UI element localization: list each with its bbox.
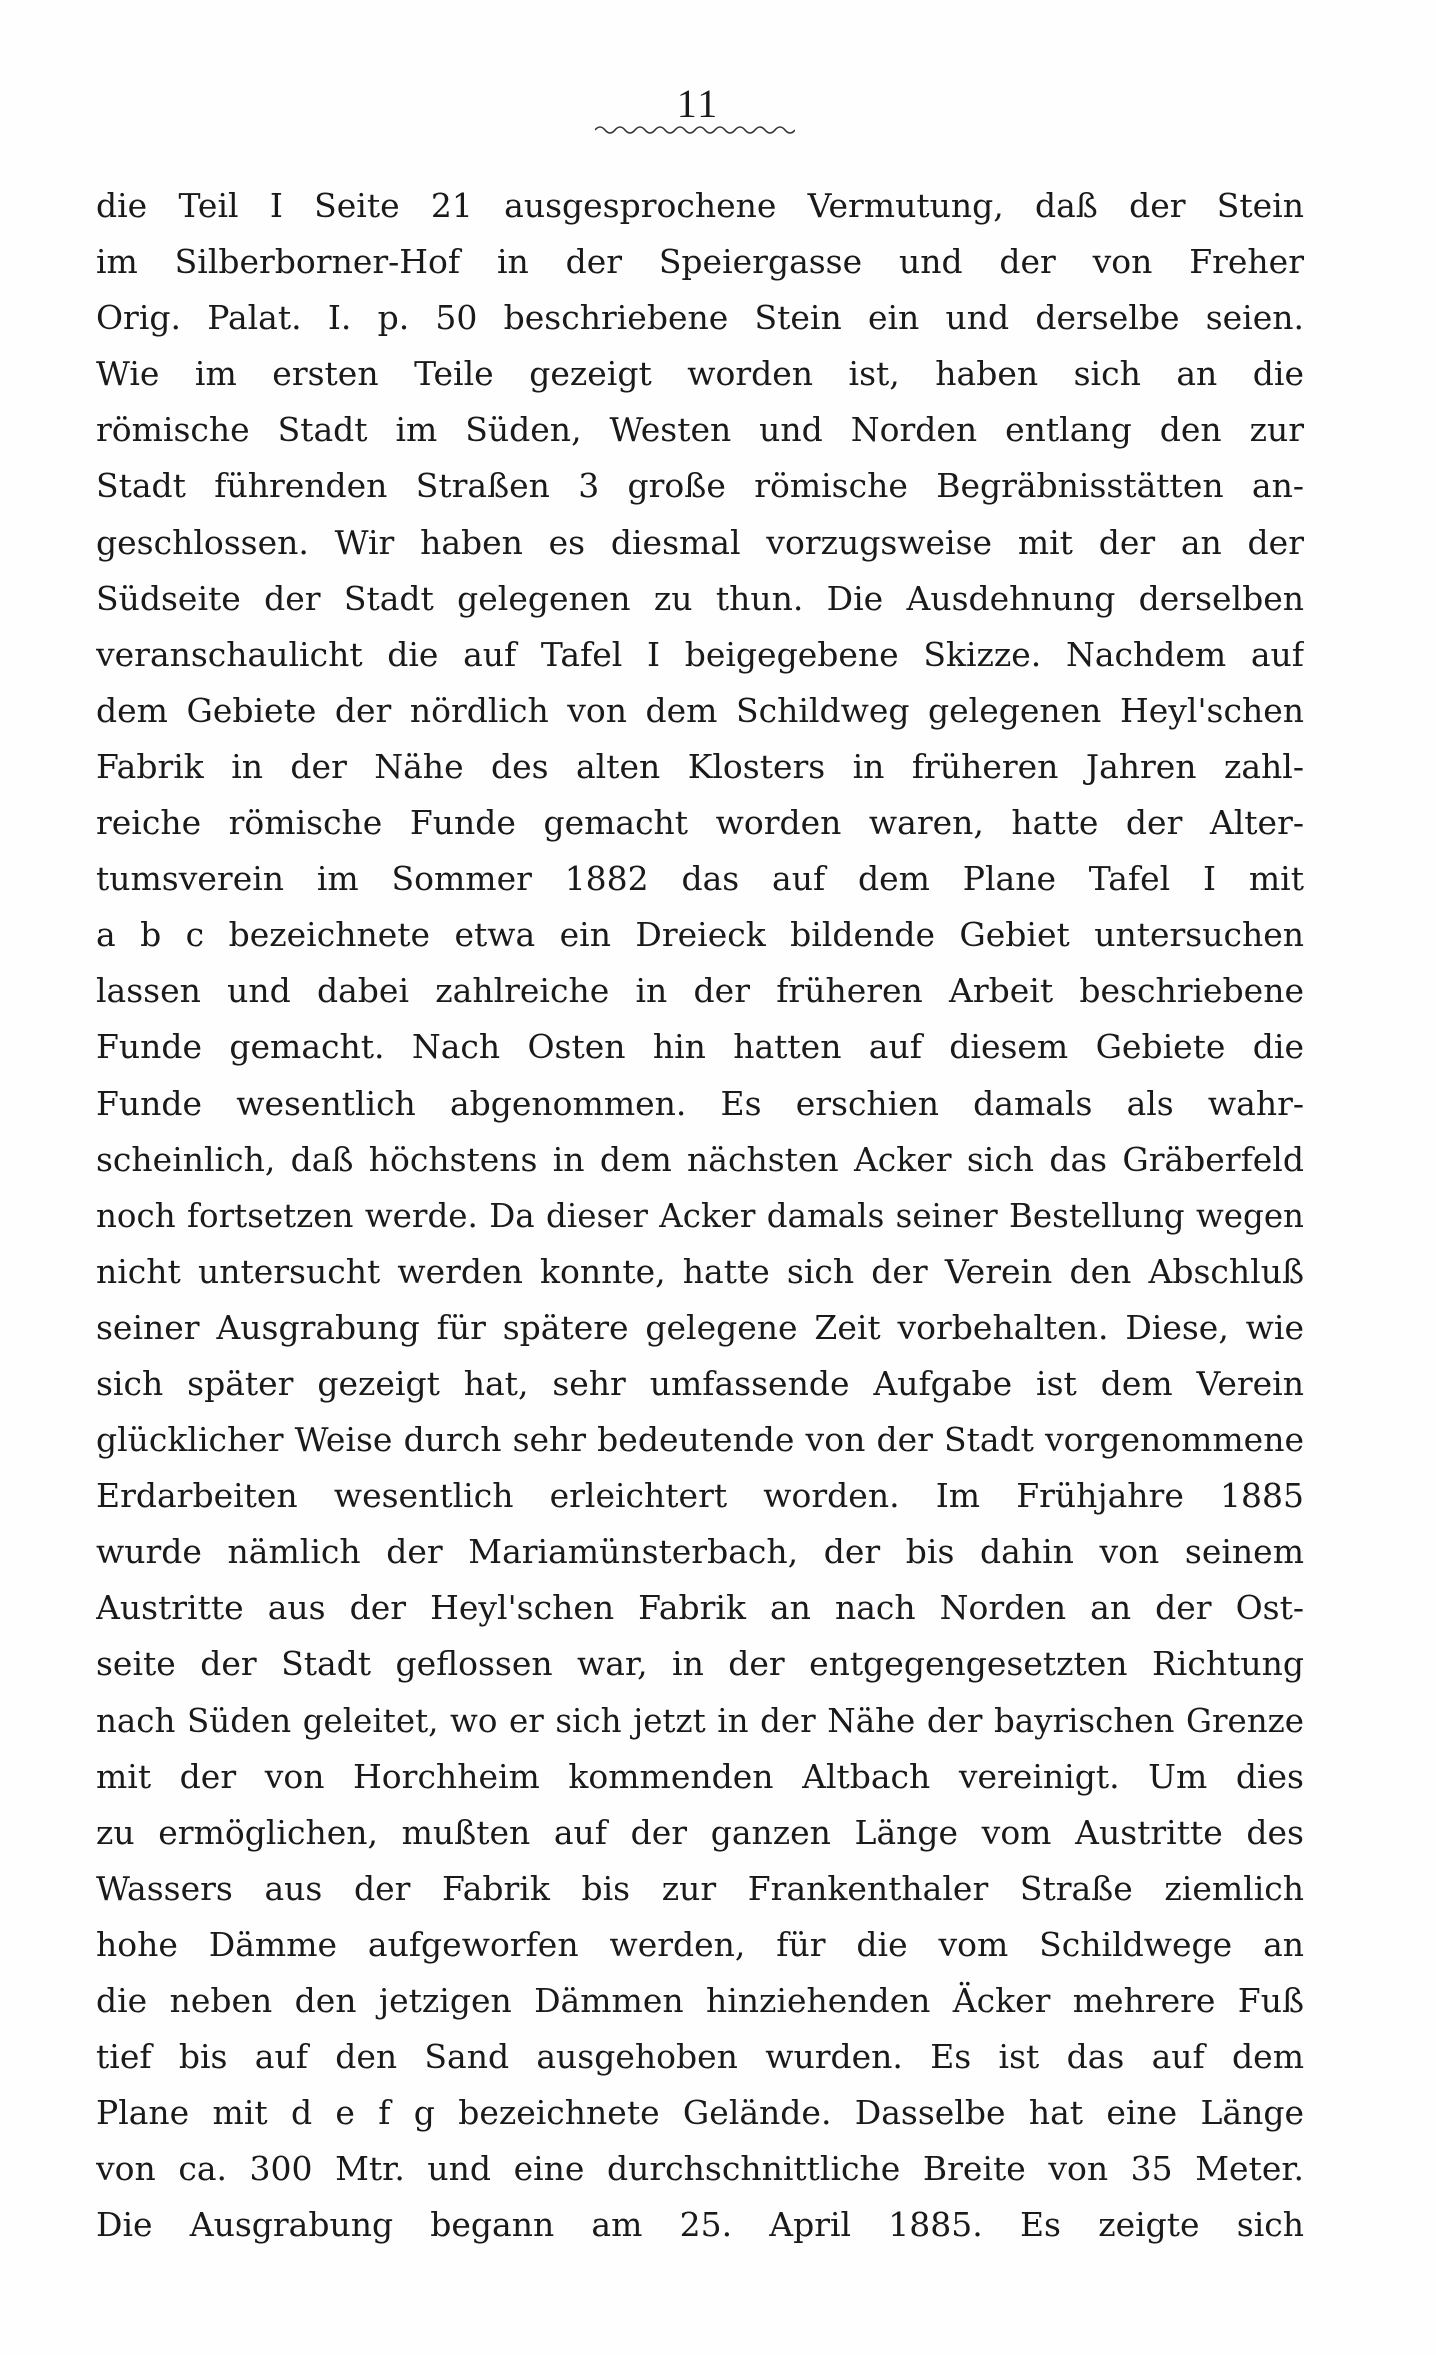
text-line: im Silberborner-Hof in der Speiergasse und der von Freher <box>96 242 1304 282</box>
text-line: Orig. Palat. I. p. 50 beschriebene Stein ein und derselbe seien. <box>96 298 1304 338</box>
text-line: römische Stadt im Süden, Westen und Norden entlang den zur <box>96 410 1304 450</box>
text-line: mit der von Horchheim kommenden Altbach vereinigt. Um dies <box>96 1756 1304 1796</box>
text-line: tief bis auf den Sand ausgehoben wurden. Es ist das auf dem <box>96 2037 1304 2077</box>
body-text <box>96 178 1304 2253</box>
text-line: geschlossen. Wir haben es diesmal vorzugsweise mit der an der <box>96 522 1304 562</box>
text-line: Stadt führenden Straßen 3 große römische Begräbnisstätten an- <box>96 466 1304 506</box>
text-line: nicht untersucht werden konnte, hatte sich der Verein den Abschluß <box>96 1251 1304 1291</box>
text-line: a b c bezeichnete etwa ein Dreieck bildende Gebiet untersuchen <box>96 915 1304 955</box>
text-line: wurde nämlich der Mariamünsterbach, der bis dahin von seinem <box>96 1532 1304 1572</box>
text-line: veranschaulicht die auf Tafel I beigegebene Skizze. Nachdem auf <box>96 634 1304 674</box>
text-line: Die Ausgrabung begann am 25. April 1885. Es zeigte sich <box>96 2205 1304 2245</box>
text-line: Wie im ersten Teile gezeigt worden ist, haben sich an die <box>96 354 1304 394</box>
text-line: Fabrik in der Nähe des alten Klosters in früheren Jahren zahl- <box>96 746 1304 786</box>
text-line: Südseite der Stadt gelegenen zu thun. Die Ausdehnung derselben <box>96 578 1304 618</box>
text-line: die Teil I Seite 21 ausgesprochene Vermutung, daß der Stein <box>96 186 1304 225</box>
text-line: Wassers aus der Fabrik bis zur Frankenthaler Straße ziemlich <box>96 1868 1304 1908</box>
text-line: von ca. 300 Mtr. und eine durchschnittliche Breite von 35 Meter. <box>96 2149 1304 2189</box>
text-line: glücklicher Weise durch sehr bedeutende von der Stadt vorgenommene <box>96 1420 1304 1460</box>
text-line: tumsverein im Sommer 1882 das auf dem Plane Tafel I mit <box>96 859 1304 899</box>
text-line: Funde wesentlich abgenommen. Es erschien damals als wahr- <box>96 1083 1304 1123</box>
text-line: Erdarbeiten wesentlich erleichtert worden. Im Frühjahre 1885 <box>96 1476 1304 1516</box>
wavy-rule-ornament <box>595 122 795 138</box>
text-line: nach Süden geleitet, wo er sich jetzt in der Nähe der bayrischen Grenze <box>96 1701 1304 1740</box>
text-line: Funde gemacht. Nach Osten hin hatten auf diesem Gebiete die <box>96 1027 1304 1067</box>
text-line: zu ermöglichen, mußten auf der ganzen Länge vom Austritte des <box>96 1812 1304 1852</box>
page-number: 11 <box>676 81 720 126</box>
text-line: reiche römische Funde gemacht worden waren, hatte der Alter- <box>96 803 1304 843</box>
text-line: Austritte aus der Heyl'schen Fabrik an nach Norden an der Ost- <box>96 1588 1304 1628</box>
text-line: hohe Dämme aufgeworfen werden, für die vom Schildwege an <box>96 1924 1304 1964</box>
text-line: scheinlich, daß höchstens in dem nächsten Acker sich das Gräberfeld <box>96 1139 1304 1179</box>
text-line: seiner Ausgrabung für spätere gelegene Zeit vorbehalten. Diese, wie <box>96 1307 1304 1347</box>
text-line: sich später gezeigt hat, sehr umfassende Aufgabe ist dem Verein <box>96 1363 1304 1403</box>
text-line: dem Gebiete der nördlich von dem Schildweg gelegenen Heyl'schen <box>96 690 1304 730</box>
text-line: seite der Stadt geflossen war, in der entgegengesetzten Richtung <box>96 1644 1304 1684</box>
text-line: noch fortsetzen werde. Da dieser Acker damals seiner Bestellung wegen <box>96 1196 1304 1235</box>
text-line: Plane mit d e f g bezeichnete Gelände. Dasselbe hat eine Länge <box>96 2093 1304 2133</box>
text-line: lassen und dabei zahlreiche in der früheren Arbeit beschriebene <box>96 971 1304 1011</box>
text-line: die neben den jetzigen Dämmen hinziehenden Äcker mehrere Fuß <box>96 1981 1304 2020</box>
